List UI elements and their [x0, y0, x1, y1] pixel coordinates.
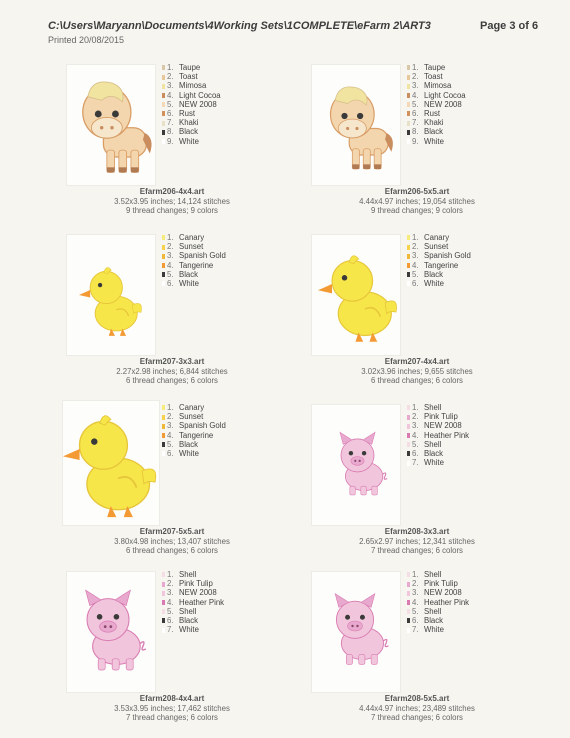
thread-color-row: 6. Black	[162, 616, 224, 625]
thread-color-row: 7. White	[162, 625, 224, 634]
color-swatch	[162, 609, 165, 614]
thread-color-row: 1. Taupe	[162, 63, 221, 72]
color-swatch	[407, 405, 410, 410]
thread-color-row: 1. Canary	[162, 403, 226, 412]
design-preview-duck	[66, 234, 156, 356]
design-dimensions: 2.65x2.97 inches; 12,341 stitches	[359, 537, 475, 546]
color-swatch	[407, 600, 410, 605]
thread-color-row: 5. NEW 2008	[407, 100, 466, 109]
horse-icon	[312, 65, 400, 185]
thread-color-row: 7. Khaki	[407, 118, 466, 127]
page-number: Page 3 of 6	[480, 20, 539, 32]
thread-color-row: 4. Heather Pink	[407, 431, 469, 440]
design-dimensions: 3.02x3.96 inches; 9,655 stitches	[361, 367, 473, 376]
color-name: Spanish Gold	[179, 421, 226, 431]
thread-color-list	[407, 63, 466, 146]
design-thread-changes: 9 thread changes; 9 colors	[371, 206, 463, 215]
thread-color-row: 3. NEW 2008	[407, 421, 469, 430]
thread-color-list	[162, 63, 221, 146]
color-swatch	[407, 245, 410, 250]
color-name: Mimosa	[424, 81, 452, 91]
thread-color-list	[407, 233, 471, 288]
thread-color-row: 3. Spanish Gold	[162, 251, 226, 260]
color-name: Heather Pink	[179, 597, 225, 607]
color-swatch	[407, 451, 410, 456]
thread-color-row: 9. White	[162, 137, 221, 146]
color-name: Black	[179, 269, 199, 279]
color-name: Khaki	[179, 118, 199, 128]
color-name: Shell	[179, 570, 197, 579]
color-name: Black	[424, 615, 444, 625]
design-preview-pig	[311, 404, 401, 526]
color-swatch	[162, 263, 165, 268]
color-name: Pink Tulip	[424, 412, 458, 422]
thread-color-row: 3. NEW 2008	[162, 588, 224, 597]
thread-color-row: 2. Pink Tulip	[407, 412, 469, 421]
color-swatch	[407, 263, 410, 268]
color-name: Shell	[424, 570, 442, 579]
thread-color-row: 3. Mimosa	[407, 81, 466, 90]
color-swatch	[162, 102, 165, 107]
thread-color-row: 5. Shell	[162, 607, 224, 616]
thread-color-row: 2. Pink Tulip	[162, 579, 224, 588]
color-name: Shell	[424, 439, 442, 449]
color-swatch	[407, 618, 410, 623]
thread-color-row: 6. White	[162, 449, 226, 458]
color-name: White	[424, 625, 444, 635]
color-swatch	[162, 254, 165, 259]
design-filename: Efarm207-5x5.art	[139, 527, 205, 536]
color-name: Black	[179, 127, 199, 137]
design-card	[297, 398, 537, 558]
color-name: Heather Pink	[424, 597, 470, 607]
color-name: Toast	[424, 72, 443, 82]
thread-color-row: 1. Shell	[407, 403, 469, 412]
thread-color-list	[407, 403, 469, 467]
color-swatch	[162, 618, 165, 623]
design-thread-changes: 6 thread changes; 6 colors	[371, 376, 463, 385]
color-name: Rust	[179, 108, 196, 118]
color-name: Heather Pink	[424, 430, 470, 440]
color-name: NEW 2008	[179, 588, 217, 598]
design-card	[297, 565, 537, 725]
thread-color-row: 6. Black	[407, 616, 469, 625]
color-swatch	[407, 111, 410, 116]
pig-icon	[312, 572, 400, 692]
color-swatch	[162, 75, 165, 80]
thread-color-row: 3. Spanish Gold	[407, 251, 471, 260]
thread-color-row: 5. Shell	[407, 440, 469, 449]
thread-color-row: 5. Black	[162, 270, 226, 279]
duck-icon	[63, 401, 159, 525]
color-swatch	[407, 461, 410, 466]
design-dimensions: 3.52x3.95 inches; 14,124 stitches	[114, 197, 230, 206]
thread-color-list	[162, 233, 226, 288]
thread-color-row: 4. Light Cocoa	[407, 91, 466, 100]
color-name: Light Cocoa	[179, 90, 221, 100]
color-name: Tangerine	[179, 430, 214, 440]
pig-icon	[67, 572, 155, 692]
design-dimensions: 3.53x3.95 inches; 17,462 stitches	[114, 704, 230, 713]
thread-color-row: 1. Shell	[407, 570, 469, 579]
horse-icon	[67, 65, 155, 185]
design-filename: Efarm206-4x4.art	[139, 187, 205, 196]
thread-color-row: 3. NEW 2008	[407, 588, 469, 597]
color-swatch	[407, 121, 410, 126]
color-name: Toast	[179, 72, 198, 82]
color-name: NEW 2008	[424, 421, 462, 431]
color-swatch	[407, 84, 410, 89]
color-name: Sunset	[179, 412, 204, 422]
color-swatch	[407, 415, 410, 420]
color-swatch	[407, 102, 410, 107]
thread-color-row: 2. Toast	[162, 72, 221, 81]
color-swatch	[162, 433, 165, 438]
color-swatch	[162, 130, 165, 135]
color-name: Pink Tulip	[179, 579, 213, 589]
color-name: Black	[424, 448, 444, 458]
color-name: Tangerine	[179, 260, 214, 270]
color-name: White	[179, 136, 199, 146]
design-thread-changes: 7 thread changes; 6 colors	[371, 713, 463, 722]
color-swatch	[162, 121, 165, 126]
thread-color-row: 4. Tangerine	[162, 261, 226, 270]
color-swatch	[407, 424, 410, 429]
color-swatch	[162, 600, 165, 605]
thread-color-row: 2. Sunset	[407, 242, 471, 251]
thread-color-row: 7. Khaki	[162, 118, 221, 127]
design-preview-pig	[66, 571, 156, 693]
thread-color-row: 2. Pink Tulip	[407, 579, 469, 588]
color-swatch	[162, 582, 165, 587]
color-swatch	[162, 451, 165, 456]
design-card	[52, 58, 292, 218]
color-swatch	[407, 281, 410, 286]
thread-color-list	[162, 403, 226, 458]
design-filename: Efarm207-4x4.art	[384, 357, 450, 366]
color-name: White	[424, 278, 444, 288]
color-name: Shell	[424, 606, 442, 616]
duck-icon	[312, 235, 400, 355]
design-filename: Efarm208-3x3.art	[384, 527, 450, 536]
color-name: NEW 2008	[424, 588, 462, 598]
color-name: Spanish Gold	[179, 251, 226, 261]
design-filename: Efarm206-5x5.art	[384, 187, 450, 196]
color-name: Spanish Gold	[424, 251, 471, 261]
design-thread-changes: 6 thread changes; 6 colors	[126, 376, 218, 385]
color-name: Taupe	[424, 63, 446, 72]
color-name: Canary	[179, 233, 205, 242]
color-name: NEW 2008	[179, 99, 217, 109]
color-name: Canary	[424, 233, 450, 242]
color-swatch	[407, 254, 410, 259]
thread-color-row: 2. Sunset	[162, 412, 226, 421]
color-swatch	[407, 433, 410, 438]
color-swatch	[407, 609, 410, 614]
color-name: Taupe	[179, 63, 201, 72]
color-swatch	[407, 572, 410, 577]
color-swatch	[162, 415, 165, 420]
color-swatch	[162, 93, 165, 98]
color-swatch	[407, 139, 410, 144]
color-swatch	[162, 111, 165, 116]
color-name: Sunset	[424, 242, 449, 252]
thread-color-row: 1. Canary	[162, 233, 226, 242]
thread-color-row: 8. Black	[162, 127, 221, 136]
color-swatch	[162, 245, 165, 250]
thread-color-row: 4. Light Cocoa	[162, 91, 221, 100]
color-swatch	[407, 93, 410, 98]
color-swatch	[162, 139, 165, 144]
thread-color-row: 4. Heather Pink	[162, 598, 224, 607]
design-card	[52, 398, 292, 558]
color-name: Sunset	[179, 242, 204, 252]
thread-color-row: 4. Tangerine	[162, 431, 226, 440]
design-dimensions: 2.27x2.98 inches; 6,844 stitches	[116, 367, 228, 376]
color-name: Black	[424, 127, 444, 137]
color-swatch	[162, 628, 165, 633]
thread-color-row: 1. Shell	[162, 570, 224, 579]
thread-color-row: 5. Shell	[407, 607, 469, 616]
design-preview-horse	[66, 64, 156, 186]
thread-color-row: 7. White	[407, 458, 469, 467]
design-preview-pig	[311, 571, 401, 693]
color-name: NEW 2008	[424, 99, 462, 109]
color-swatch	[407, 65, 410, 70]
design-card	[297, 58, 537, 218]
color-swatch	[407, 130, 410, 135]
thread-color-row: 6. White	[407, 279, 471, 288]
color-swatch	[407, 628, 410, 633]
thread-color-row: 5. Black	[162, 440, 226, 449]
thread-color-row: 3. Spanish Gold	[162, 421, 226, 430]
color-swatch	[407, 75, 410, 80]
color-swatch	[162, 424, 165, 429]
thread-color-row: 1. Canary	[407, 233, 471, 242]
color-swatch	[162, 591, 165, 596]
color-name: Black	[179, 439, 199, 449]
design-dimensions: 4.44x4.97 inches; 23,489 stitches	[359, 704, 475, 713]
color-name: White	[179, 448, 199, 458]
color-name: Shell	[179, 606, 197, 616]
thread-color-row: 4. Tangerine	[407, 261, 471, 270]
color-name: White	[424, 136, 444, 146]
design-preview-duck	[62, 400, 160, 526]
design-thread-changes: 7 thread changes; 6 colors	[126, 713, 218, 722]
color-name: Black	[424, 269, 444, 279]
color-swatch	[162, 572, 165, 577]
color-swatch	[162, 281, 165, 286]
color-swatch	[162, 84, 165, 89]
color-name: Khaki	[424, 118, 444, 128]
pig-icon	[312, 405, 400, 525]
printed-date: Printed 20/08/2015	[48, 35, 125, 45]
thread-color-row: 4. Heather Pink	[407, 598, 469, 607]
color-name: Canary	[179, 403, 205, 412]
design-dimensions: 3.80x4.98 inches; 13,407 stitches	[114, 537, 230, 546]
design-filename: Efarm208-4x4.art	[139, 694, 205, 703]
color-name: Mimosa	[179, 81, 207, 91]
design-thread-changes: 9 thread changes; 9 colors	[126, 206, 218, 215]
thread-color-row: 7. White	[407, 625, 469, 634]
thread-color-row: 6. White	[162, 279, 226, 288]
design-preview-horse	[311, 64, 401, 186]
color-swatch	[162, 405, 165, 410]
file-path: C:\Users\Maryann\Documents\4Working Sets\1COMPLETE\eFarm 2\ART3	[48, 20, 431, 32]
design-dimensions: 4.44x4.97 inches; 19,054 stitches	[359, 197, 475, 206]
thread-color-row: 6. Rust	[407, 109, 466, 118]
color-swatch	[407, 272, 410, 277]
color-swatch	[407, 591, 410, 596]
thread-color-row: 1. Taupe	[407, 63, 466, 72]
design-preview-duck	[311, 234, 401, 356]
thread-color-row: 3. Mimosa	[162, 81, 221, 90]
duck-icon	[67, 235, 155, 355]
thread-color-list	[162, 570, 224, 634]
color-name: White	[179, 278, 199, 288]
thread-color-row: 6. Black	[407, 449, 469, 458]
color-swatch	[162, 442, 165, 447]
color-name: Black	[179, 615, 199, 625]
color-swatch	[407, 582, 410, 587]
thread-color-row: 5. Black	[407, 270, 471, 279]
design-filename: Efarm208-5x5.art	[384, 694, 450, 703]
design-filename: Efarm207-3x3.art	[139, 357, 205, 366]
design-card	[52, 565, 292, 725]
thread-color-row: 8. Black	[407, 127, 466, 136]
thread-color-row: 6. Rust	[162, 109, 221, 118]
thread-color-row: 9. White	[407, 137, 466, 146]
color-name: Light Cocoa	[424, 90, 466, 100]
color-name: Shell	[424, 403, 442, 412]
color-swatch	[162, 272, 165, 277]
thread-color-row: 5. NEW 2008	[162, 100, 221, 109]
color-swatch	[407, 235, 410, 240]
thread-color-list	[407, 570, 469, 634]
color-name: Tangerine	[424, 260, 459, 270]
thread-color-row: 2. Sunset	[162, 242, 226, 251]
color-name: Rust	[424, 108, 441, 118]
design-card	[52, 228, 292, 388]
design-thread-changes: 6 thread changes; 6 colors	[126, 546, 218, 555]
design-card	[297, 228, 537, 388]
color-swatch	[407, 442, 410, 447]
color-name: Pink Tulip	[424, 579, 458, 589]
design-thread-changes: 7 thread changes; 6 colors	[371, 546, 463, 555]
color-swatch	[162, 235, 165, 240]
thread-color-row: 2. Toast	[407, 72, 466, 81]
color-swatch	[162, 65, 165, 70]
color-name: White	[179, 625, 199, 635]
color-name: White	[424, 458, 444, 468]
